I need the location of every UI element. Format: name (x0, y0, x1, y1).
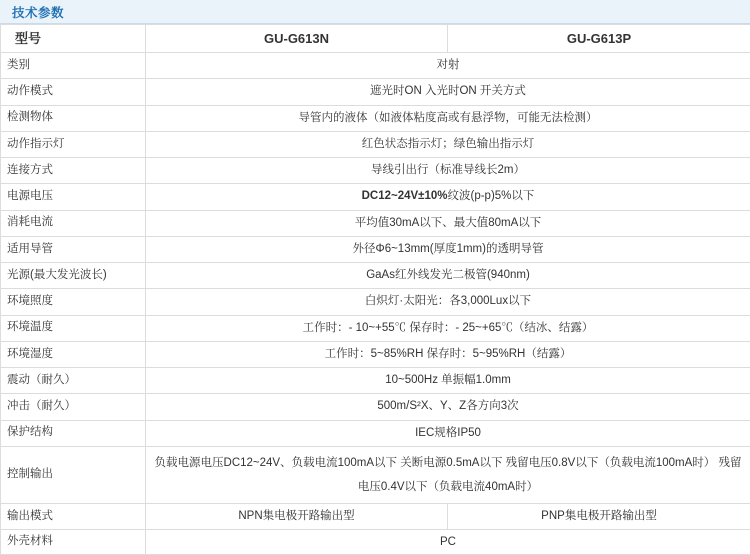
row-value: 红色状态指示灯；绿色输出指示灯 (146, 131, 750, 157)
row-value: 白炽灯·太阳光：各3,000Lux以下 (146, 289, 750, 315)
row-value: 工作时：5~85%RH 保存时：5~95%RH（结露） (146, 341, 750, 367)
row-label: 环境照度 (1, 289, 146, 315)
output-mode-p: PNP集电极开路输出型 (448, 504, 750, 530)
row-label: 动作模式 (1, 79, 146, 105)
row-value-rest: 纹波(p-p)5%以下 (448, 190, 535, 202)
row-value: 对射 (146, 53, 750, 79)
row-value: 导管内的液体（如液体粘度高或有悬浮物，可能无法检测） (146, 105, 750, 131)
header-label-cell: 型号 (1, 25, 146, 53)
table-row (1, 131, 750, 157)
row-label: 类别 (1, 53, 146, 79)
row-label: 电源电压 (1, 184, 146, 210)
row-value-bold: DC12~24V±10% (362, 190, 448, 202)
row-label: 环境湿度 (1, 341, 146, 367)
row-value: 500m/S²X、Y、Z各方向3次 (146, 394, 750, 420)
table-row (1, 105, 750, 131)
table-header-row (1, 25, 750, 53)
output-mode-n: NPN集电极开路输出型 (146, 504, 448, 530)
row-value: 工作时：- 10~+55℃ 保存时：- 25~+65℃（结冰、结露） (146, 315, 750, 341)
row-value: 平均值30mA以下、最大值80mA以下 (146, 210, 750, 236)
row-label: 控制输出 (1, 446, 146, 503)
control-output-line-3: 残留电压0.4V以下（负载电流40mA时） (358, 457, 742, 493)
table-row (1, 263, 750, 289)
row-value: 遮光时ON 入光时ON 开关方式 (146, 79, 750, 105)
table-row (1, 420, 750, 446)
control-output-line-1: 负载电源电压DC12~24V、负载电流100mA以下 (155, 457, 398, 469)
table-row-control-output (1, 446, 750, 503)
table-row (1, 158, 750, 184)
table-row (1, 79, 750, 105)
row-label: 消耗电流 (1, 210, 146, 236)
row-label: 检测物体 (1, 105, 146, 131)
table-row-shell-material (1, 530, 750, 555)
row-label: 冲击（耐久） (1, 394, 146, 420)
shell-material-value: PC (146, 530, 750, 555)
row-value: GaAs红外线发光二极管(940nm) (146, 263, 750, 289)
row-label: 震动（耐久） (1, 368, 146, 394)
row-label: 外壳材料 (1, 530, 146, 555)
row-label: 连接方式 (1, 158, 146, 184)
row-label: 保护结构 (1, 420, 146, 446)
table-row (1, 394, 750, 420)
table-row (1, 236, 750, 262)
section-title: 技术参数 (12, 3, 64, 21)
row-label: 光源(最大发光波长) (1, 263, 146, 289)
table-row (1, 184, 750, 210)
spec-table (0, 24, 750, 555)
header-model-p: GU-G613P (448, 25, 750, 53)
row-value: 10~500Hz 单振幅1.0mm (146, 368, 750, 394)
section-header (0, 0, 750, 24)
table-row (1, 53, 750, 79)
row-label: 适用导管 (1, 236, 146, 262)
row-label: 输出模式 (1, 504, 146, 530)
row-value (146, 184, 750, 210)
table-row-output-mode (1, 504, 750, 530)
row-value: 外径Φ6~13mm(厚度1mm)的透明导管 (146, 236, 750, 262)
table-row (1, 289, 750, 315)
header-model-n: GU-G613N (146, 25, 448, 53)
row-label: 动作指示灯 (1, 131, 146, 157)
table-row (1, 210, 750, 236)
control-output-line-2: 关断电源0.5mA以下 残留电压0.8V以下（负载电流100mA时） (400, 457, 715, 469)
row-label: 环境温度 (1, 315, 146, 341)
row-value: 导线引出行（标准导线长2m） (146, 158, 750, 184)
table-row (1, 315, 750, 341)
row-value: IEC规格IP50 (146, 420, 750, 446)
table-row (1, 341, 750, 367)
row-value (146, 446, 750, 503)
table-row (1, 368, 750, 394)
